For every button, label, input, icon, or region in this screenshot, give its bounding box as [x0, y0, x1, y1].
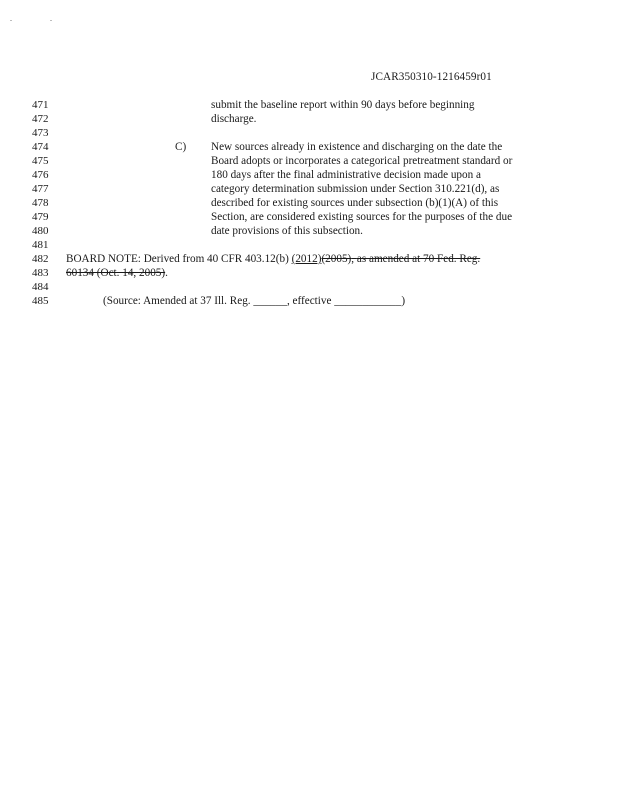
subsection-line: Board adopts or incorporates a categorical pretreatment standard or: [211, 155, 513, 167]
inserted-text: (2012): [291, 253, 322, 265]
subsection-label-c: C): [175, 141, 187, 153]
subsection-line: category determination submission under Section 310.221(d), as: [211, 183, 500, 195]
line-number: 483: [32, 267, 49, 279]
board-note-line: [66, 267, 168, 279]
deleted-text: as amended at 70 Fed. Reg.: [356, 253, 481, 265]
subsection-line: date provisions of this subsection.: [211, 225, 363, 237]
paragraph-line: submit the baseline report within 90 days before beginning: [211, 99, 475, 111]
line-number: 485: [32, 295, 49, 307]
line-number: 476: [32, 169, 49, 181]
paragraph-line: discharge.: [211, 113, 257, 125]
line-number: 484: [32, 281, 49, 293]
document-id: JCAR350310-1216459r01: [371, 71, 492, 83]
line-number: 482: [32, 253, 49, 265]
line-number: 481: [32, 239, 49, 251]
line-number: 478: [32, 197, 49, 209]
line-number: 474: [32, 141, 49, 153]
subsection-line: 180 days after the final administrative decision made upon a: [211, 169, 481, 181]
line-number: 472: [32, 113, 49, 125]
line-number: 479: [32, 211, 49, 223]
board-note-line: [66, 253, 480, 265]
subsection-line: New sources already in existence and discharging on the date the: [211, 141, 503, 153]
line-number: 473: [32, 127, 49, 139]
deleted-text: 60134 (Oct. 14, 2005): [66, 267, 166, 279]
board-note-end: .: [165, 267, 168, 279]
subsection-line: Section, are considered existing sources for the purposes of the due: [211, 211, 513, 223]
line-number: 475: [32, 155, 49, 167]
line-number: 477: [32, 183, 49, 195]
line-number: 480: [32, 225, 49, 237]
source-note: (Source: Amended at 37 Ill. Reg. ______, effective ____________): [103, 295, 406, 307]
subsection-line: described for existing sources under subsection (b)(1)(A) of this: [211, 197, 499, 209]
deleted-separator: ,: [351, 253, 357, 265]
board-note-prefix: BOARD NOTE: Derived from 40 CFR 403.12(b): [66, 253, 292, 265]
line-number: 471: [32, 99, 49, 111]
deleted-text: (2005): [321, 253, 352, 265]
corner-dots: . .: [10, 14, 70, 23]
